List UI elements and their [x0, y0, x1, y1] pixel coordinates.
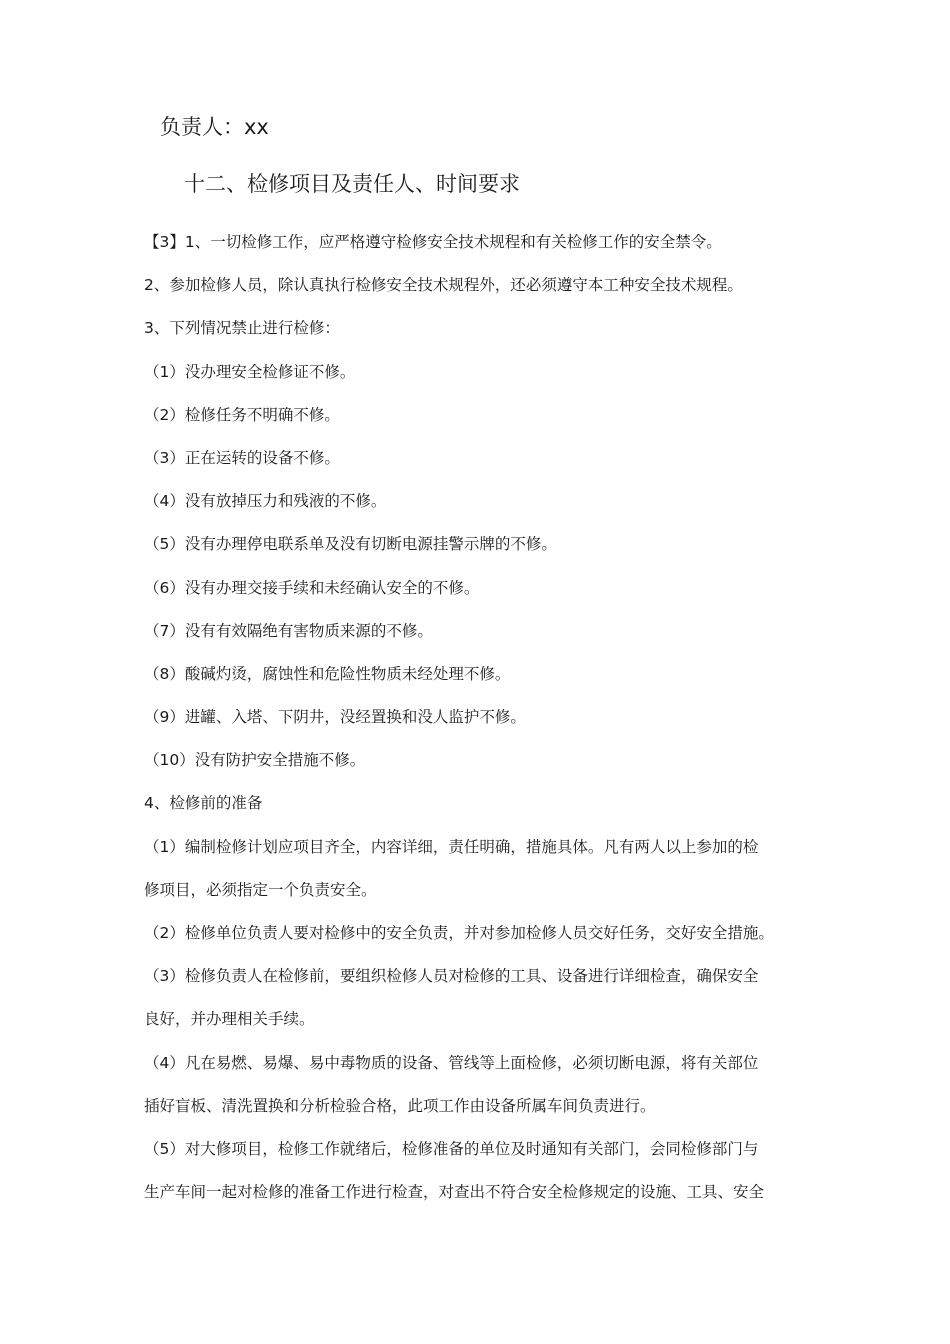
text-line: （9）进罐、入塔、下阴井，没经置换和没人监护不修。 [144, 708, 526, 727]
text-line: （2）检修任务不明确不修。 [144, 405, 340, 424]
text-line: （6）没有办理交接手续和未经确认安全的不修。 [144, 578, 480, 597]
text-line: 生产车间一起对检修的准备工作进行检查，对查出不符合安全检修规定的设施、工具、安全 [144, 1183, 765, 1202]
text-line: （8）酸碱灼烫，腐蚀性和危险性物质未经处理不修。 [144, 664, 511, 683]
text-line: （4）没有放掉压力和残液的不修。 [144, 492, 387, 511]
text-line: （5）没有办理停电联系单及没有切断电源挂警示牌的不修。 [144, 535, 557, 554]
text-line: （3）检修负责人在检修前，要组织检修人员对检修的工具、设备进行详细检查，确保安全 [144, 967, 759, 986]
text-line: 2、参加检修人员，除认真执行检修安全技术规程外，还必须遵守本工种安全技术规程。 [144, 276, 743, 295]
text-line: （10）没有防护安全措施不修。 [144, 751, 366, 770]
text-line: （7）没有有效隔绝有害物质来源的不修。 [144, 621, 433, 640]
text-line: （1）没办理安全检修证不修。 [144, 362, 356, 381]
section-heading: 十二、检修项目及责任人、时间要求 [184, 172, 520, 196]
text-line: 【3】1、一切检修工作，应严格遵守检修安全技术规程和有关检修工作的安全禁令。 [144, 233, 722, 251]
text-line: （1）编制检修计划应项目齐全，内容详细，责任明确，措施具体。凡有两人以上参加的检 [144, 837, 759, 856]
text-line: （2）检修单位负责人要对检修中的安全负责，并对参加检修人员交好任务，交好安全措施。 [144, 924, 774, 942]
text-line: 3、下列情况禁止进行检修： [144, 319, 340, 338]
text-line: （4）凡在易燃、易爆、易中毒物质的设备、管线等上面检修，必须切断电源，将有关部位 [144, 1053, 759, 1072]
text-line: 插好盲板、清洗置换和分析检验合格，此项工作由设备所属车间负责进行。 [144, 1096, 656, 1115]
text-line: 4、检修前的准备 [144, 794, 263, 813]
body-text [144, 229, 814, 1222]
text-line: 良好，并办理相关手续。 [144, 1010, 315, 1029]
text-line: （5）对大修项目，检修工作就绪后，检修准备的单位及时通知有关部门，会同检修部门与 [144, 1139, 759, 1158]
text-line: 修项目，必须指定一个负责安全。 [144, 880, 377, 899]
text-line: （3）正在运转的设备不修。 [144, 448, 340, 467]
responsible-person-line: 负责人：xx [160, 115, 269, 139]
